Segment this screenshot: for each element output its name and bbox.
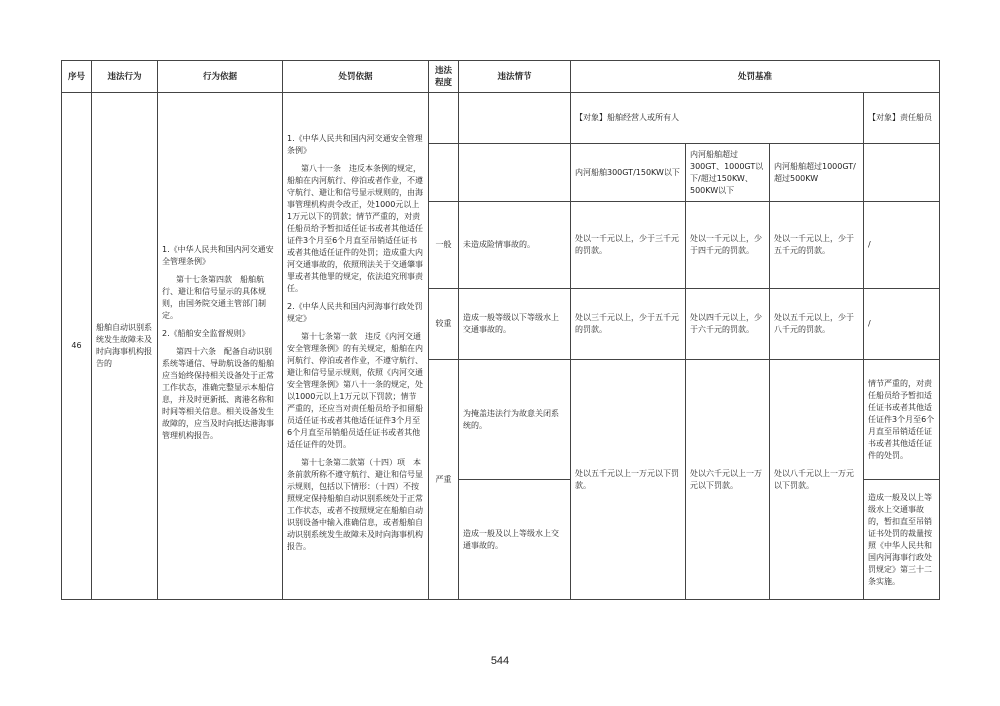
tier-1: 内河船舶300GT/150KW以下 (571, 144, 686, 202)
basis-line: 第十七条第四款 船舶航行、避让和信号显示的具体规则，由国务院交通主管部门制定。 (162, 275, 266, 320)
fine-tier-3: 处以八千元以上一万元以下罚款。 (770, 360, 864, 600)
basis-line: 1.《中华人民共和国内河交通安全管理条例》 (162, 245, 274, 266)
row-basis (158, 93, 283, 600)
tier-3: 内河船舶超过1000GT/超过500KW (770, 144, 864, 202)
crew-severe-a: 情节严重的，对责任船员给予暂扣适任证书或者其他适任证件3个月至6个月直至吊销适任证书或者其他适任证件的处罚。 (864, 360, 940, 480)
crew-severe-b: 造成一般及以上等级水上交通事故的，暂扣直至吊销证书处罚的裁量按照《中华人民共和国内河海事行政处罚规定》第三十二条实施。 (864, 480, 940, 600)
circumstance-severe-a: 为掩盖违法行为故意关闭系统的。 (459, 360, 571, 480)
circumstance-serious: 造成一般等级以下等级水上交通事故的。 (459, 289, 571, 360)
header-violation: 违法行为 (92, 61, 158, 93)
empty-cell (429, 144, 459, 202)
basis-line: 第四十六条 配备自动识别系统等通信、导助航设备的船舶应当始终保持相关设备处于正常工作状态，准确完整显示本船信息，并及时更新抵、离港名称和时间等相关信息。相关设备发生故障的，应当及时向抵达港海事管理机构报告。 (162, 347, 274, 440)
header-standard: 处罚基准 (571, 61, 940, 93)
fine-tier-2: 处以六千元以上一万元以下罚款。 (686, 360, 770, 600)
row-violation: 船舶自动识别系统发生故障未及时向海事机构报告的 (92, 93, 158, 600)
crew-general: / (864, 202, 940, 289)
degree-general: 一般 (429, 202, 459, 289)
fine-tier-1: 处以三千元以上，少于五千元的罚款。 (571, 289, 686, 360)
circumstance-severe-b: 造成一般及以上等级水上交通事故的。 (459, 480, 571, 600)
fine-tier-2: 处以四千元以上，少于六千元的罚款。 (686, 289, 770, 360)
crew-serious: / (864, 289, 940, 360)
fine-tier-1: 处以五千元以上一万元以下罚款。 (571, 360, 686, 600)
header-degree: 违法程度 (429, 61, 459, 93)
header-basis: 行为依据 (158, 61, 283, 93)
penalty-standard-table (61, 60, 940, 600)
tier-2: 内河船舶超过300GT、1000GT以下/超过150KW、500KW以下 (686, 144, 770, 202)
fine-tier-2: 处以一千元以上，少于四千元的罚款。 (686, 202, 770, 289)
empty-cell (459, 93, 571, 144)
row-penalty-basis (283, 93, 429, 600)
penalty-basis-line: 1.《中华人民共和国内河交通安全管理条例》 (287, 134, 423, 155)
empty-cell (429, 93, 459, 144)
page-number: 544 (490, 655, 510, 667)
object-owner: 【对象】船舶经营人或所有人 (571, 93, 864, 144)
penalty-basis-line: 第十七条第一款 违反《内河交通安全管理条例》的有关规定，船舶在内河航行、停泊或者作业，不遵守航行、避让和信号显示规则，依照《内河交通安全管理条例》第八十一条的规定，处以1000元以上1万元以下罚款；情节严重的，还应当对责任船员给予扣留船员适任证书或者其他适任证件3个月至6个月直至吊销船员适任证书或者其他适任证件的处罚。 (287, 332, 423, 449)
empty-cell (864, 144, 940, 202)
degree-severe: 严重 (429, 360, 459, 600)
penalty-basis-line: 第八十一条 违反本条例的规定，船舶在内河航行、停泊或者作业，不遵守航行、避让和信号显示规则的，由海事管理机构责令改正，处1000元以上1万元以下的罚款；情节严重的，对责任船员给予暂扣适任证书或者其他适任证件3个月至6个月直至吊销适任证书或者其他适任证件的处罚；造成重大内河交通事故的，依照刑法关于交通肇事罪或者其他罪的规定，依法追究刑事责任。 (287, 164, 423, 293)
fine-tier-3: 处以一千元以上，少于五千元的罚款。 (770, 202, 864, 289)
fine-tier-1: 处以一千元以上，少于三千元的罚款。 (571, 202, 686, 289)
header-seq: 序号 (62, 61, 92, 93)
header-penalty-basis: 处罚依据 (283, 61, 429, 93)
degree-serious: 较重 (429, 289, 459, 360)
row-seq: 46 (62, 93, 92, 600)
circumstance-general: 未造成险情事故的。 (459, 202, 571, 289)
fine-tier-3: 处以五千元以上，少于八千元的罚款。 (770, 289, 864, 360)
empty-cell (459, 144, 571, 202)
penalty-basis-line: 2.《中华人民共和国内河海事行政处罚规定》 (287, 302, 423, 323)
object-crew: 【对象】责任船员 (864, 93, 940, 144)
basis-line: 2.《船舶安全监督规则》 (162, 329, 250, 338)
object-row (62, 93, 940, 144)
penalty-basis-line: 第十七条第二款第（十四）项 本条前款所称不遵守航行、避让和信号显示规则，包括以下情形：（十四）不按照规定保持船舶自动识别系统处于正常工作状态，或者不按照规定在船舶自动识别设备中输入准确信息，或者船舶自动识别系统发生故障未及时向海事机构报告。 (287, 458, 423, 551)
header-circumstance: 违法情节 (459, 61, 571, 93)
header-row (62, 61, 940, 93)
